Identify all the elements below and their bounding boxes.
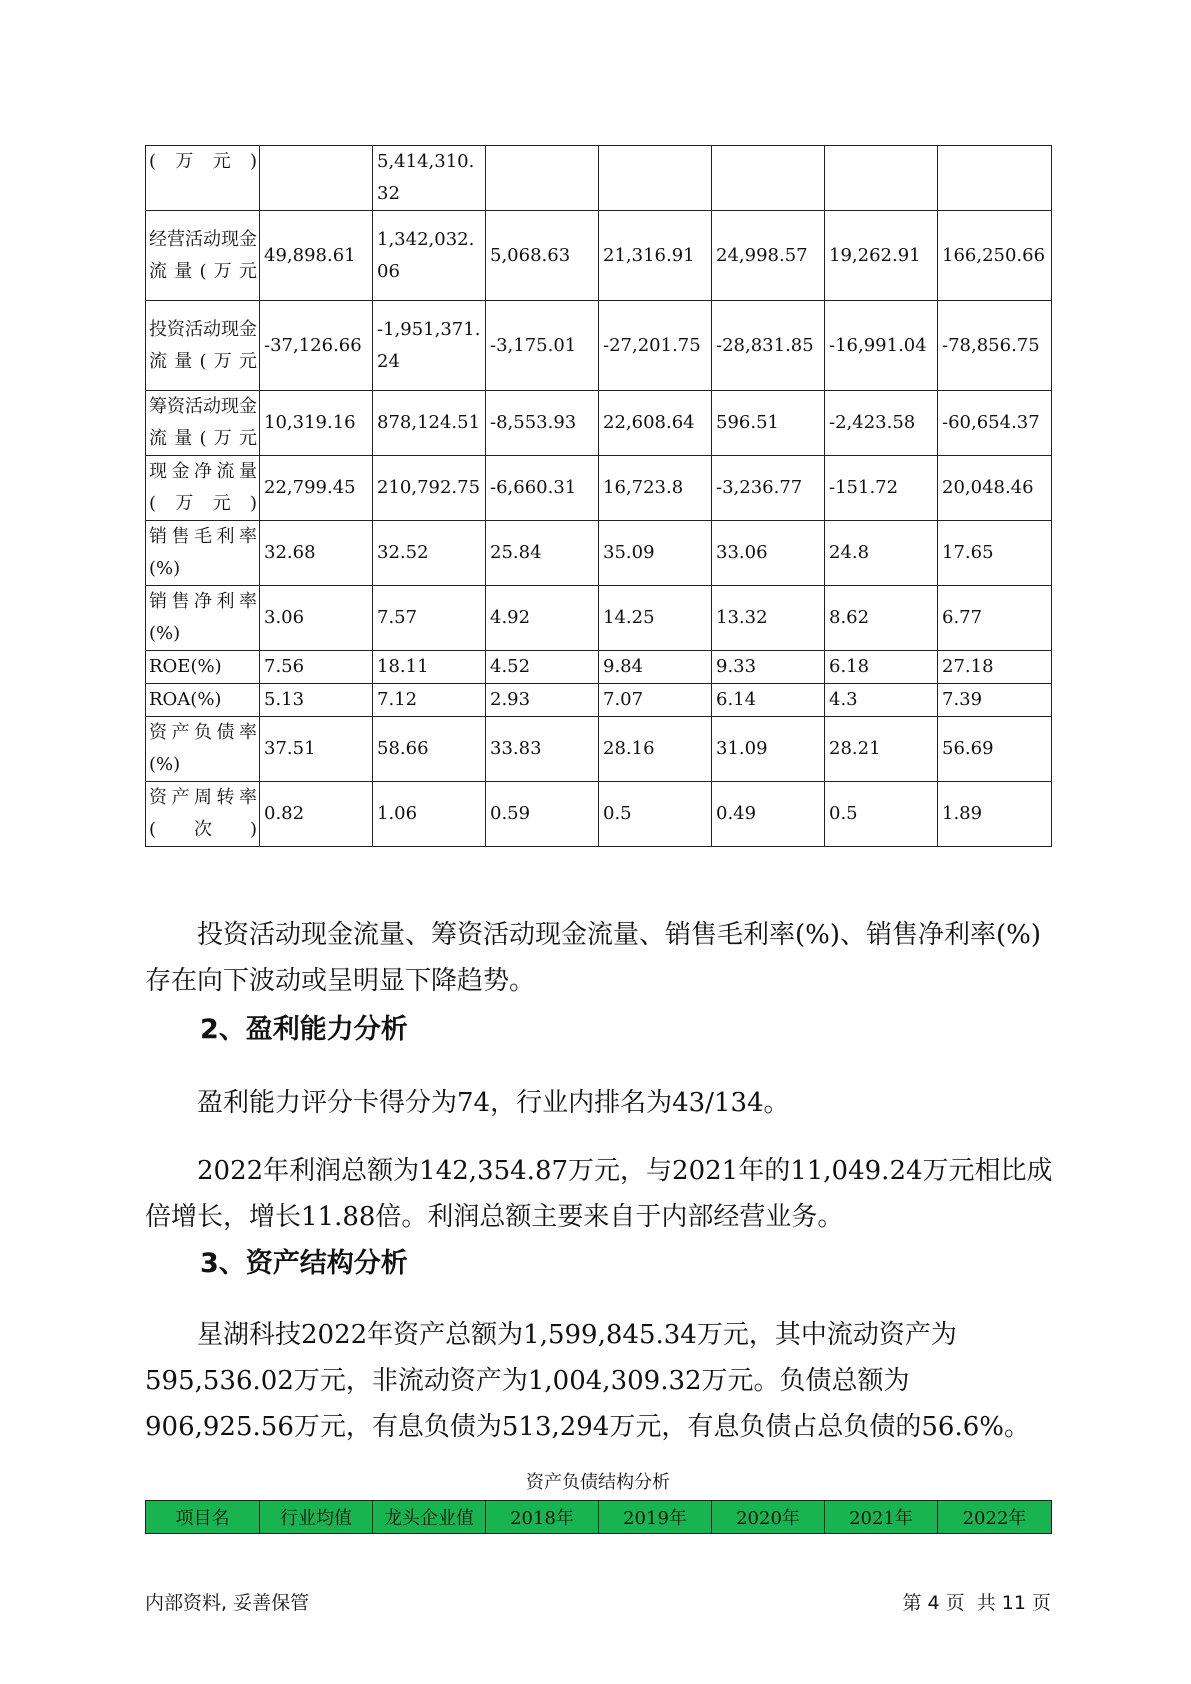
table-cell: 24.8 (825, 521, 938, 586)
table-cell: 7.56 (260, 651, 373, 684)
table-cell: -16,991.04 (825, 301, 938, 391)
profit-total-paragraph: 2022年利润总额为142,354.87万元，与2021年的11,049.24万元相比成倍增长，增长11.88倍。利润总额主要来自于内部经营业务。 (145, 1156, 1053, 1232)
table-cell: 24,998.57 (712, 211, 825, 301)
table-row (146, 301, 1052, 391)
table-cell: 33.06 (712, 521, 825, 586)
table-cell: 9.84 (599, 651, 712, 684)
row-label: 投资活动现金流量(万元 (146, 301, 260, 391)
table-cell: 7.57 (373, 586, 486, 651)
table-cell: 210,792.75 (373, 456, 486, 521)
table-cell (260, 146, 373, 211)
table-cell (599, 146, 712, 211)
row-label: (万元) (146, 146, 260, 211)
table-cell: 32.68 (260, 521, 373, 586)
table-cell (825, 146, 938, 211)
table-cell: -37,126.66 (260, 301, 373, 391)
table-cell: 19,262.91 (825, 211, 938, 301)
profit-score-paragraph: 盈利能力评分卡得分为74，行业内排名为43/134。 (197, 1088, 790, 1118)
table-cell: 14.25 (599, 586, 712, 651)
table-cell: 7.39 (938, 684, 1052, 717)
table-cell: -78,856.75 (938, 301, 1052, 391)
table-cell: 16,723.8 (599, 456, 712, 521)
column-header: 2019年 (599, 1501, 712, 1534)
table-row (146, 586, 1052, 651)
table-cell: 6.77 (938, 586, 1052, 651)
table-cell: 33.83 (486, 717, 599, 782)
row-label: ROA(%) (146, 684, 260, 717)
table-cell: -60,654.37 (938, 391, 1052, 456)
column-header: 行业均值 (260, 1501, 373, 1534)
table-cell: 1,342,032.06 (373, 211, 486, 301)
table-cell: 6.14 (712, 684, 825, 717)
table-cell: 56.69 (938, 717, 1052, 782)
table-cell: 7.07 (599, 684, 712, 717)
table-cell (486, 146, 599, 211)
table-cell: 37.51 (260, 717, 373, 782)
row-label: 筹资活动现金流量(万元 (146, 391, 260, 456)
table-row (146, 146, 1052, 211)
table-cell: 32.52 (373, 521, 486, 586)
table-cell: 0.5 (825, 782, 938, 847)
table-row (146, 782, 1052, 847)
table-cell: 9.33 (712, 651, 825, 684)
column-header: 2021年 (825, 1501, 938, 1534)
table-row (146, 684, 1052, 717)
table-cell: 6.18 (825, 651, 938, 684)
table-cell: -3,236.77 (712, 456, 825, 521)
row-label: ROE(%) (146, 651, 260, 684)
asset-analysis-heading: 3、资产结构分析 (200, 1248, 408, 1279)
table-cell: 17.65 (938, 521, 1052, 586)
table-cell: 4.92 (486, 586, 599, 651)
table-cell: -28,831.85 (712, 301, 825, 391)
financial-indicators-table (145, 145, 1052, 847)
asset-structure-table (145, 1500, 1052, 1534)
table-cell: 0.49 (712, 782, 825, 847)
table-cell: 20,048.46 (938, 456, 1052, 521)
row-label: 销售净利率(%) (146, 586, 260, 651)
row-label: 资产周转率(次) (146, 782, 260, 847)
asset-table-header-row (146, 1501, 1052, 1534)
asset-summary-paragraph: 星湖科技2022年资产总额为1,599,845.34万元，其中流动资产为595,536.02万元，非流动资产为1,004,309.32万元。负债总额为906,925.56万元，有息负债为513,294万元，有息负债占总负债的56.6%。 (145, 1320, 1030, 1442)
table-cell: -8,553.93 (486, 391, 599, 456)
table-cell: -1,951,371.24 (373, 301, 486, 391)
table-cell: 21,316.91 (599, 211, 712, 301)
column-header: 项目名 (146, 1501, 260, 1534)
column-header: 2020年 (712, 1501, 825, 1534)
table-cell: -6,660.31 (486, 456, 599, 521)
column-header: 2022年 (938, 1501, 1052, 1534)
table-cell: 5.13 (260, 684, 373, 717)
table-row (146, 391, 1052, 456)
table-cell: 7.12 (373, 684, 486, 717)
row-label: 资产负债率(%) (146, 717, 260, 782)
table-cell: 28.16 (599, 717, 712, 782)
table-cell: 3.06 (260, 586, 373, 651)
footer-confidential-note: 内部资料, 妥善保管 (145, 1592, 310, 1614)
table-cell: 22,799.45 (260, 456, 373, 521)
table-cell (712, 146, 825, 211)
table-row (146, 651, 1052, 684)
table-cell: 49,898.61 (260, 211, 373, 301)
table-cell: 4.52 (486, 651, 599, 684)
column-header: 龙头企业值 (373, 1501, 486, 1534)
asset-table-caption: 资产负债结构分析 (526, 1472, 670, 1493)
table-cell: 878,124.51 (373, 391, 486, 456)
table-cell: 25.84 (486, 521, 599, 586)
row-label: 销售毛利率(%) (146, 521, 260, 586)
table-cell: 5,068.63 (486, 211, 599, 301)
table-cell: 166,250.66 (938, 211, 1052, 301)
table-cell: -2,423.58 (825, 391, 938, 456)
table-cell: 22,608.64 (599, 391, 712, 456)
table-cell: 8.62 (825, 586, 938, 651)
table-cell: 28.21 (825, 717, 938, 782)
table-cell: 35.09 (599, 521, 712, 586)
table-cell: 0.59 (486, 782, 599, 847)
table-row (146, 717, 1052, 782)
table-cell: -151.72 (825, 456, 938, 521)
table-cell: 2.93 (486, 684, 599, 717)
row-label: 经营活动现金流量(万元 (146, 211, 260, 301)
table-cell (938, 146, 1052, 211)
table-cell: 58.66 (373, 717, 486, 782)
table-cell: 13.32 (712, 586, 825, 651)
table-cell: 18.11 (373, 651, 486, 684)
table-cell: 5,414,310.32 (373, 146, 486, 211)
table-cell: 10,319.16 (260, 391, 373, 456)
table-cell: -3,175.01 (486, 301, 599, 391)
table-cell: 0.5 (599, 782, 712, 847)
profit-analysis-heading: 2、盈利能力分析 (200, 1014, 408, 1045)
table-cell: 31.09 (712, 717, 825, 782)
table-cell: 27.18 (938, 651, 1052, 684)
column-header: 2018年 (486, 1501, 599, 1534)
table-row (146, 211, 1052, 301)
table-row (146, 456, 1052, 521)
trend-paragraph: 投资活动现金流量、筹资活动现金流量、销售毛利率(%)、销售净利率(%)存在向下波动或呈明显下降趋势。 (145, 920, 1041, 996)
table-cell: 1.06 (373, 782, 486, 847)
footer-page-number: 第 4 页 共 11 页 (902, 1592, 1051, 1614)
table-cell: 596.51 (712, 391, 825, 456)
row-label: 现金净流量(万元) (146, 456, 260, 521)
table-row (146, 521, 1052, 586)
table-cell: -27,201.75 (599, 301, 712, 391)
table-cell: 1.89 (938, 782, 1052, 847)
table-cell: 4.3 (825, 684, 938, 717)
table-cell: 0.82 (260, 782, 373, 847)
